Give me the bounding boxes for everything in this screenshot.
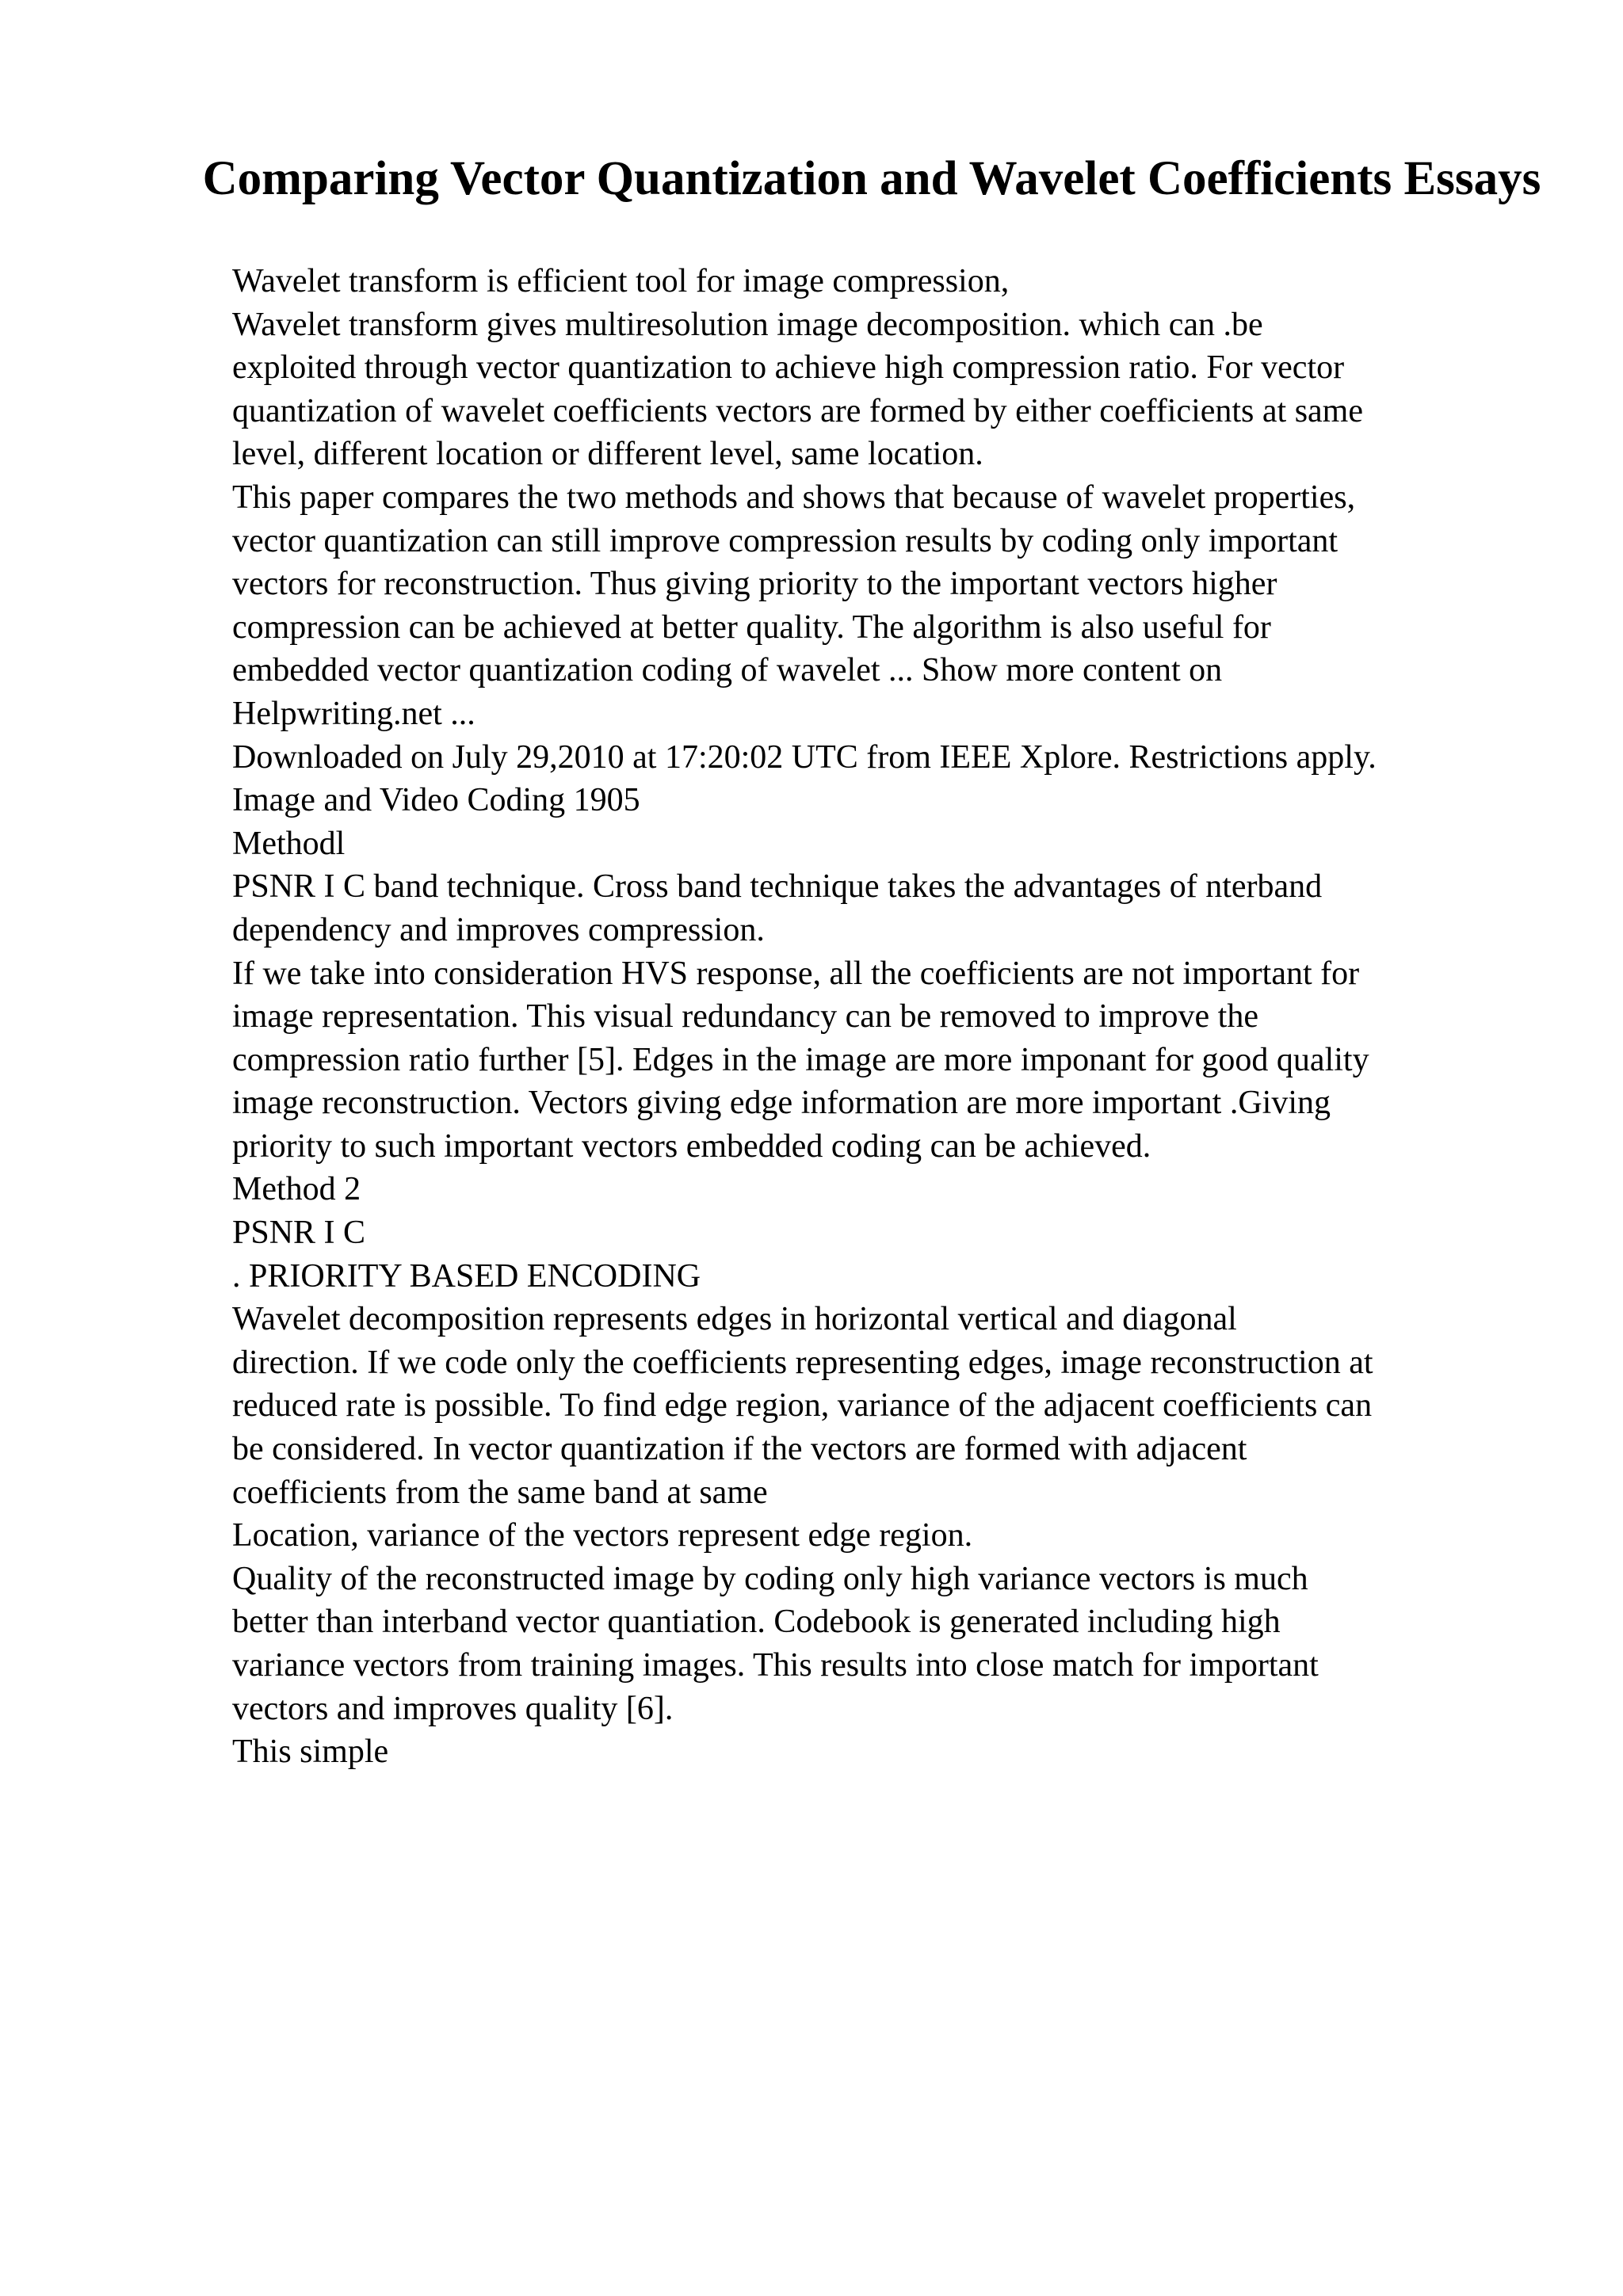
text-line: vectors for reconstruction. Thus giving priority to the important vectors higher [232, 566, 1277, 603]
text-line: This paper compares the two methods and shows that because of wavelet properties, [232, 479, 1356, 516]
text-line: level, different location or different level, same location. [232, 436, 983, 473]
text-line: reduced rate is possible. To find edge region, variance of the adjacent coefficients can [232, 1387, 1373, 1425]
text-line: Image and Video Coding 1905 [232, 782, 640, 819]
text-line: . PRIORITY BASED ENCODING [232, 1257, 701, 1295]
text-line: Location, variance of the vectors represent edge region. [232, 1517, 973, 1554]
document-title: Comparing Vector Quantization and Wavelet Coefficients Essays [202, 152, 1541, 205]
text-line: variance vectors from training images. This results into close match for important [232, 1647, 1319, 1684]
text-line: compression ratio further [5]. Edges in the image are more imponant for good quality [232, 1041, 1369, 1078]
text-line: Method 2 [232, 1171, 361, 1208]
text-line: better than interband vector quantiation. Codebook is generated including high [232, 1604, 1281, 1641]
text-line: This simple [232, 1733, 389, 1771]
text-line: image representation. This visual redundancy can be removed to improve the [232, 998, 1258, 1035]
text-line: Helpwriting.net ... [232, 695, 475, 732]
text-line: Wavelet decomposition represents edges in horizontal vertical and diagonal [232, 1301, 1237, 1338]
text-line: Wavelet transform is efficient tool for image compression, [232, 263, 1010, 299]
text-line: image reconstruction. Vectors giving edge information are more important .Giving [232, 1085, 1331, 1122]
text-line: priority to such important vectors embedded coding can be achieved. [232, 1127, 1151, 1165]
text-line: be considered. In vector quantization if the vectors are formed with adjacent [232, 1431, 1247, 1468]
text-line: dependency and improves compression. [232, 911, 765, 948]
text-line: Wavelet transform gives multiresolution image decomposition. which can .be [232, 306, 1263, 343]
text-line: Downloaded on July 29,2010 at 17:20:02 UTC from IEEE Xplore. Restrictions apply. [232, 738, 1377, 776]
text-line: exploited through vector quantization to achieve high compression ratio. For vector [232, 349, 1345, 387]
text-line: coefficients from the same band at same [232, 1474, 768, 1511]
text-line: If we take into consideration HVS response, all the coefficients are not important for [232, 955, 1360, 992]
document-body [232, 260, 1548, 1774]
text-line: vector quantization can still improve compression results by coding only important [232, 522, 1338, 559]
text-line: compression can be achieved at better quality. The algorithm is also useful for [232, 608, 1271, 646]
text-line: direction. If we code only the coefficients representing edges, image reconstruction at [232, 1344, 1373, 1381]
text-line: vectors and improves quality [6]. [232, 1690, 674, 1727]
text-line: embedded vector quantization coding of wavelet ... Show more content on [232, 652, 1223, 689]
text-line: PSNR I C band technique. Cross band technique takes the advantages of nterband [232, 868, 1323, 906]
text-line: quantization of wavelet coefficients vectors are formed by either coefficients at same [232, 392, 1363, 429]
text-line: PSNR I C [232, 1215, 366, 1252]
text-line: Quality of the reconstructed image by coding only high variance vectors is much [232, 1560, 1308, 1597]
text-line: Methodl [232, 825, 346, 862]
